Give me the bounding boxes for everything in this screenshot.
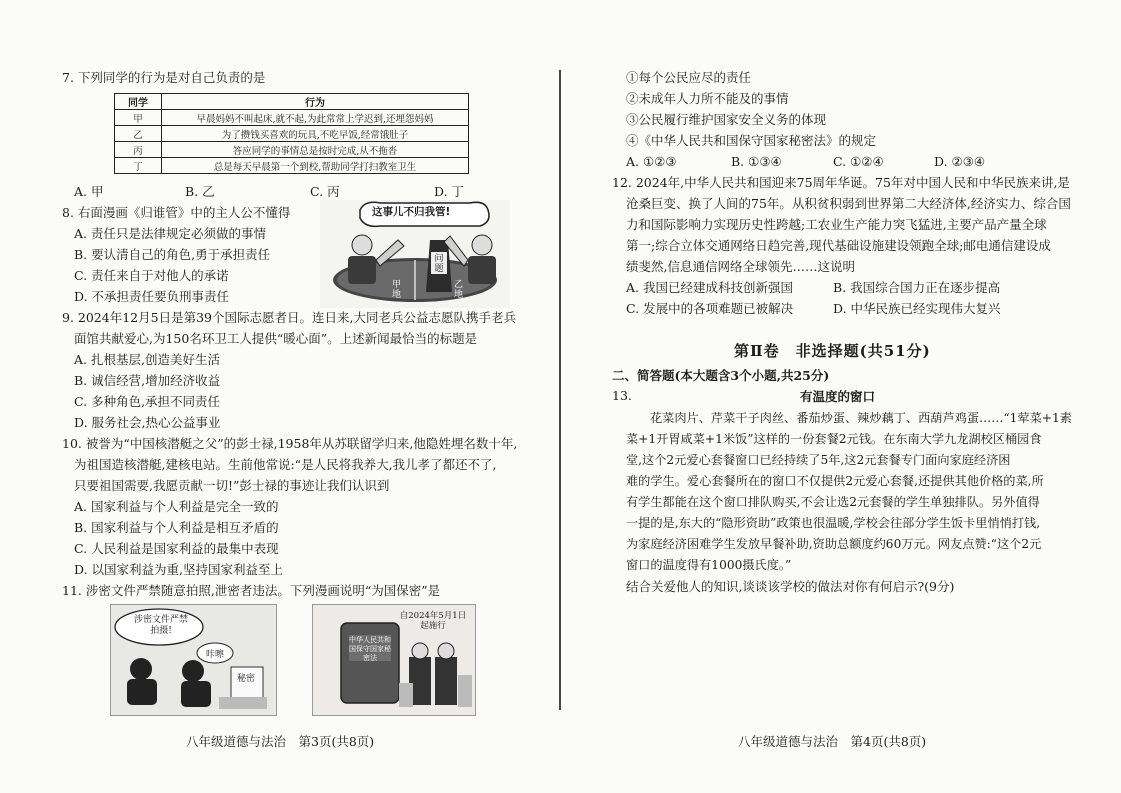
- q7-option-d[interactable]: D. 丁: [434, 184, 465, 199]
- q12-line-2: 沧桑巨变、换了人间的75年。从积贫积弱到世界第二大经济体,经济实力、综合国: [626, 196, 1071, 211]
- q11-cartoon-1-doc: 秘密: [237, 674, 256, 684]
- q12-line-1: 12. 2024年,中华人民共和国迎来75周年华诞。75年对中国人民和中华民族来讲,是: [612, 175, 1070, 190]
- q8-option-c[interactable]: C. 责任来自于对他人的承诺: [74, 268, 229, 283]
- q8-cartoon-left-label: 甲地: [392, 280, 402, 300]
- q13-title: 有温度的窗口: [800, 389, 876, 404]
- q7-option-a[interactable]: A. 甲: [74, 184, 104, 199]
- q7-cell-who: 乙: [115, 126, 162, 142]
- q13-para-line: 为家庭经济困难学生发放早餐补助,资助总额度约60万元。网友点赞:“这个2元: [626, 537, 1042, 551]
- q12-line-4: 第一;综合立体交通网络日趋完善,现代基础设施建设领跑全球;邮电通信建设成: [626, 238, 1051, 253]
- q13-number: 13.: [612, 388, 632, 403]
- q9-option-c[interactable]: C. 多种角色,承担不同责任: [74, 394, 221, 409]
- q11-option-a[interactable]: A. ①②③: [626, 154, 677, 169]
- q10-option-c[interactable]: C. 人民利益是国家利益的最集中表现: [74, 541, 279, 556]
- q11-cartoon-1-bubble: 涉密文件严禁拍摄!: [133, 615, 188, 636]
- q11-cartoon-1-word: 咔嚓: [206, 650, 225, 660]
- q7-option-c[interactable]: C. 丙: [310, 184, 340, 199]
- q12-line-3: 力和国际影响力实现历史性跨越;工农业生产能力突飞猛进,主要产品产量全球: [626, 217, 1047, 232]
- q7-stem: 7. 下列同学的行为是对自己负责的是: [62, 70, 266, 85]
- q7-cell-act: 答应同学的事情总是按时完成,从不拖沓: [162, 142, 469, 158]
- q10-option-d[interactable]: D. 以国家利益为重,坚持国家利益至上: [74, 562, 283, 577]
- q10-option-b[interactable]: B. 国家利益与个人利益是相互矛盾的: [74, 520, 279, 535]
- q11-cartoon-2-caption: 自2024年5月1日起施行: [399, 611, 467, 631]
- section-2-heading: 二、简答题(本大题含3个小题,共25分): [612, 368, 830, 383]
- q13-para-line: 一提的是,东大的“隐形资助”政策也很温暖,学校会往部分学生饭卡里悄悄打钱,: [626, 516, 1041, 530]
- q9-option-b[interactable]: B. 诚信经营,增加经济收益: [74, 373, 221, 388]
- q8-option-d[interactable]: D. 不承担责任要负刑事责任: [74, 289, 230, 304]
- q8-cartoon-stone: 问题: [434, 254, 444, 274]
- q11-item-4: ④《中华人民共和国保守国家秘密法》的规定: [626, 133, 877, 148]
- q11-option-c[interactable]: C. ①②④: [833, 154, 884, 169]
- q10-line-1: 10. 被誉为“中国核潜艇之父”的彭士禄,1958年从苏联留学归来,他隐姓埋名数十年,: [62, 436, 518, 451]
- q8-cartoon-right-label: 乙地: [454, 280, 464, 300]
- q7-th-behavior: 行为: [162, 94, 469, 110]
- q7-cell-act: 早晨妈妈不叫起床,就不起,为此常常上学迟到,还埋怨妈妈: [162, 110, 469, 126]
- q9-option-a[interactable]: A. 扎根基层,创造美好生活: [74, 352, 220, 367]
- q8-cartoon-bubble: 这事儿不归我管!: [372, 206, 451, 218]
- q7-cell-act: 为了攒钱买喜欢的玩具,不吃早饭,经常饿肚子: [162, 126, 469, 142]
- q12-line-5: 绩斐然,信息通信网络全球领先……这说明: [626, 259, 855, 274]
- q7-option-b[interactable]: B. 乙: [185, 184, 215, 199]
- page-footer: 八年级道德与法治 第4页(共8页): [738, 734, 927, 749]
- q7-th-student: 同学: [115, 94, 162, 110]
- q12-option-d[interactable]: D. 中华民族已经实现伟大复兴: [833, 301, 1001, 316]
- q10-line-2: 为祖国造核潜艇,建核电站。生前他常说:“是人民将我养大,我儿孝了都还不了,: [74, 457, 497, 472]
- q13-para-line: 难的学生。爱心套餐所在的窗口不仅提供2元爱心套餐,还提供其他价格的菜,所: [626, 474, 1044, 488]
- page-footer: 八年级道德与法治 第3页(共8页): [186, 734, 375, 749]
- q13-para-line: 窗口的温度得有1000摄氏度。”: [626, 558, 792, 572]
- q11-item-2: ②未成年人力所不能及的事情: [626, 91, 789, 106]
- q11-option-b[interactable]: B. ①③④: [731, 154, 782, 169]
- q13-para-line: 有学生都能在这个窗口排队购买,不会让选2元套餐的学生单独排队。另外值得: [626, 495, 1040, 509]
- q8-stem: 8. 右面漫画《归谁管》中的主人公不懂得: [62, 205, 291, 220]
- q13-para-line: 花菜肉片、芹菜干子肉丝、番茄炒蛋、辣炒藕丁、西葫芦鸡蛋……“1荤菜+1素: [650, 411, 1072, 425]
- q11-option-d[interactable]: D. ②③④: [934, 154, 986, 169]
- q9-option-d[interactable]: D. 服务社会,热心公益事业: [74, 415, 221, 430]
- q12-option-a[interactable]: A. 我国已经建成科技创新强国: [626, 280, 793, 295]
- q11-item-3: ③公民履行维护国家安全义务的体现: [626, 112, 827, 127]
- q8-option-b[interactable]: B. 要认清自己的角色,勇于承担责任: [74, 247, 271, 262]
- q12-option-c[interactable]: C. 发展中的各项难题已被解决: [626, 301, 794, 316]
- section-title: 第Ⅱ卷 非选择题(共51分): [734, 342, 931, 360]
- q13-question: 结合关爱他人的知识,谈谈该学校的做法对你有何启示?(9分): [626, 579, 955, 594]
- q7-cell-who: 丁: [115, 158, 162, 174]
- q12-option-b[interactable]: B. 我国综合国力正在逐步提高: [833, 280, 1001, 295]
- q7-cell-who: 甲: [115, 110, 162, 126]
- q13-para-line: 堂,这个2元爱心套餐窗口已经持续了5年,这2元套餐专门面向家庭经济困: [626, 453, 1011, 467]
- q8-option-a[interactable]: A. 责任只是法律规定必须做的事情: [74, 226, 266, 241]
- q11-item-1: ①每个公民应尽的责任: [626, 70, 752, 85]
- q7-cell-who: 丙: [115, 142, 162, 158]
- q13-para-line: 菜+1开胃咸菜+1米饭”这样的一份套餐2元钱。在东南大学九龙湖校区桶园食: [626, 432, 1042, 446]
- q9-line-2: 面馆共献爱心,为150名环卫工人提供“暖心面”。上述新闻最恰当的标题是: [74, 331, 478, 346]
- q11-cartoon-2-book: 中华人民共和国保守国家秘密法: [349, 636, 391, 662]
- q10-option-a[interactable]: A. 国家利益与个人利益是完全一致的: [74, 499, 279, 514]
- q9-line-1: 9. 2024年12月5日是第39个国际志愿者日。连日来,大同老兵公益志愿队携手老兵: [62, 310, 516, 325]
- q10-line-3: 只要祖国需要,我愿贡献一切!”彭士禄的事迹让我们认识到: [74, 478, 390, 493]
- q7-cell-act: 总是每天早晨第一个到校,帮助同学打扫教室卫生: [162, 158, 469, 174]
- q11-stem: 11. 涉密文件严禁随意拍照,泄密者违法。下列漫画说明“为国保密”是: [62, 583, 441, 598]
